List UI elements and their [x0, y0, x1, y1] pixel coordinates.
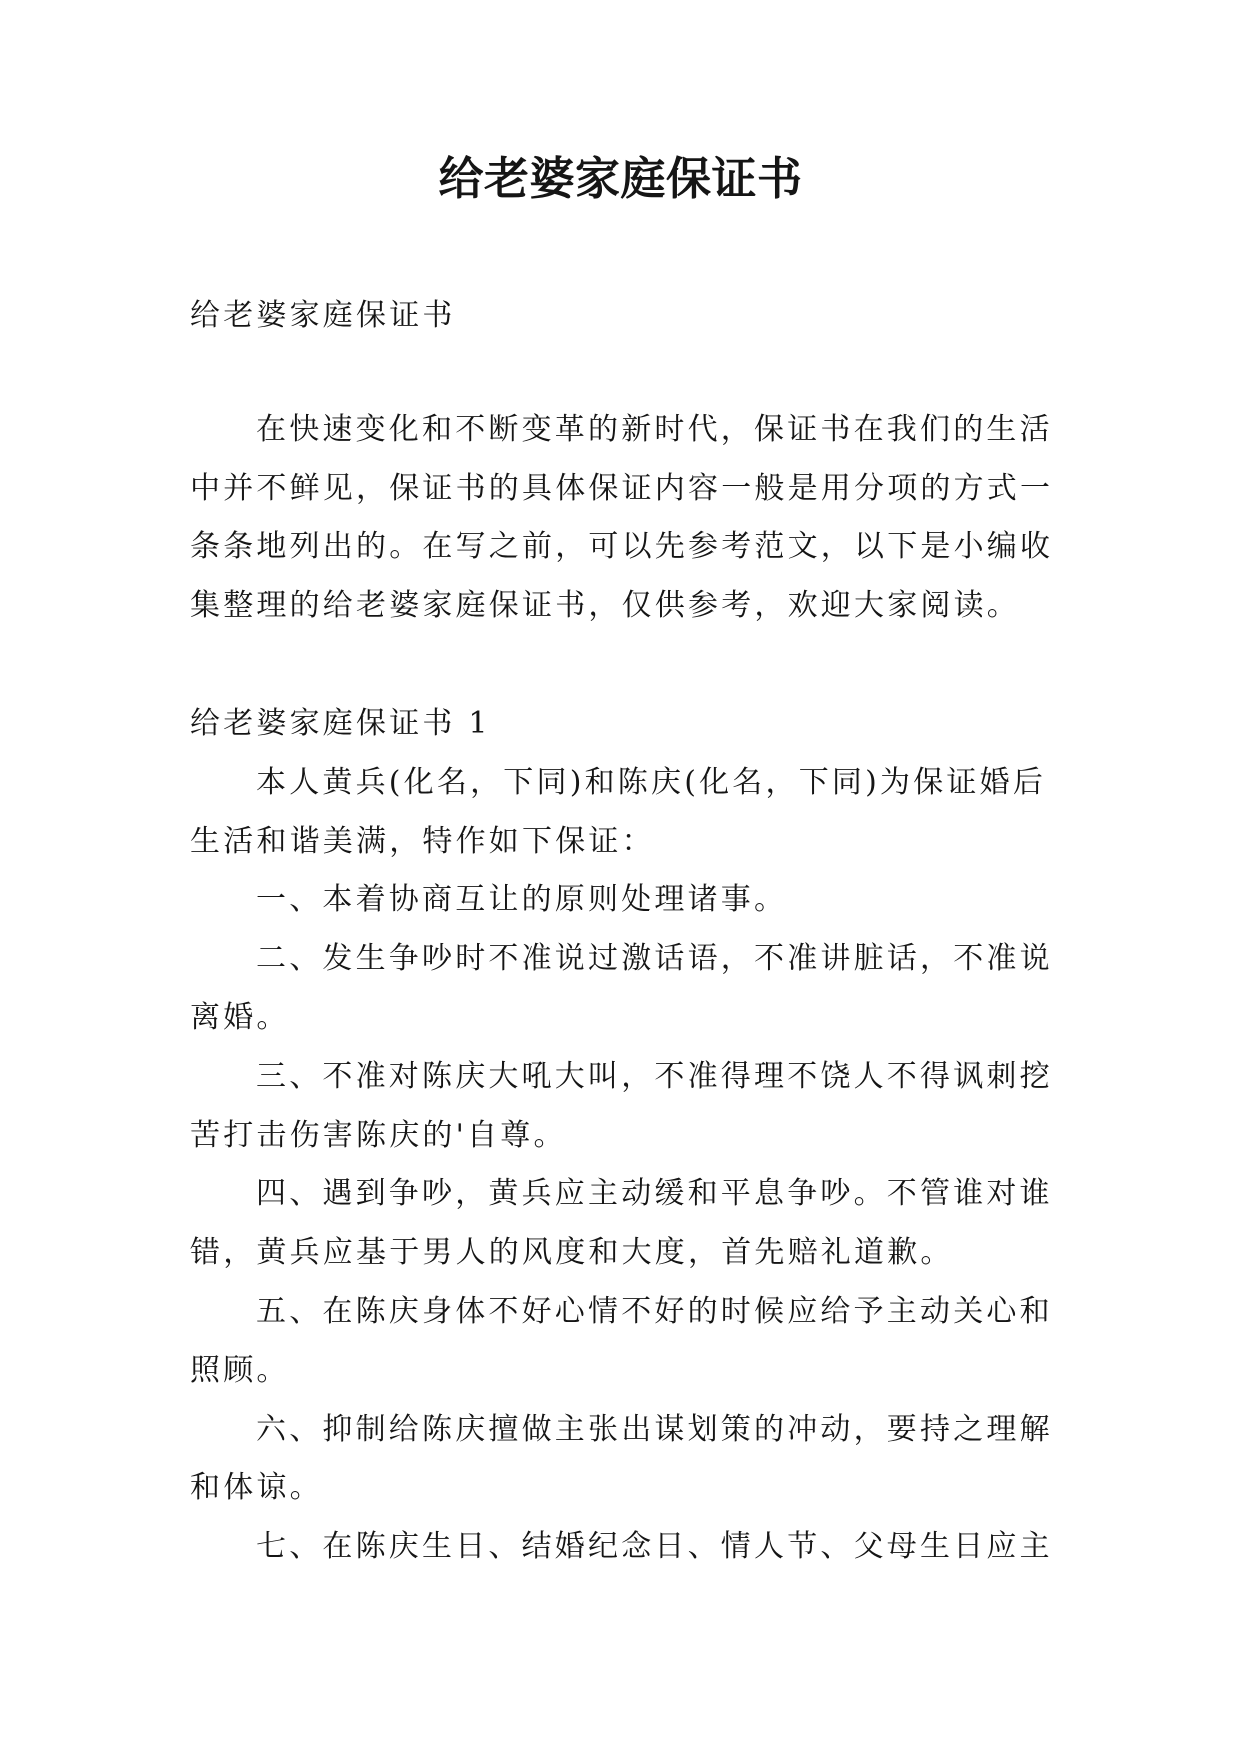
document-subtitle: 给老婆家庭保证书	[190, 298, 456, 333]
intro-line: 集整理的给老婆家庭保证书，仅供参考，欢迎大家阅读。	[190, 588, 1020, 624]
pledge-item-6: 六、抑制给陈庆擅做主张出谋划策的冲动，要持之理解	[256, 1411, 1053, 1447]
pledge-item-7: 七、在陈庆生日、结婚纪念日、情人节、父母生日应主	[256, 1529, 1053, 1565]
pledge-item-3: 三、不准对陈庆大吼大叫，不准得理不饶人不得讽刺挖	[256, 1058, 1053, 1094]
body-line: 本人黄兵(化名，下同)和陈庆(化名，下同)为保证婚后	[256, 764, 1047, 800]
pledge-item-2: 二、发生争吵时不准说过激话语，不准讲脏话，不准说	[256, 941, 1053, 977]
body-line: 错，黄兵应基于男人的风度和大度，首先赔礼道歉。	[190, 1235, 954, 1271]
body-line: 照顾。	[190, 1352, 290, 1388]
document-title: 给老婆家庭保证书	[438, 152, 803, 205]
body-line: 离婚。	[190, 999, 290, 1035]
body-line: 和体谅。	[190, 1470, 323, 1506]
document-body	[190, 287, 1070, 1577]
body-line: 苦打击伤害陈庆的'自尊。	[190, 1117, 567, 1153]
section-heading: 给老婆家庭保证书 1	[190, 705, 491, 741]
pledge-body	[190, 754, 1070, 1577]
pledge-item-5: 五、在陈庆身体不好心情不好的时候应给予主动关心和	[256, 1293, 1053, 1329]
intro-line: 条条地列出的。在写之前，可以先参考范文，以下是小编收	[190, 529, 1054, 565]
body-line: 生活和谐美满，特作如下保证：	[190, 823, 655, 859]
pledge-item-1: 一、本着协商互让的原则处理诸事。	[256, 882, 788, 918]
intro-line: 在快速变化和不断变革的新时代，保证书在我们的生活	[256, 411, 1053, 447]
pledge-item-4: 四、遇到争吵，黄兵应主动缓和平息争吵。不管谁对谁	[256, 1176, 1053, 1212]
intro-line: 中并不鲜见，保证书的具体保证内容一般是用分项的方式一	[190, 470, 1054, 506]
intro-paragraph	[190, 401, 1070, 636]
